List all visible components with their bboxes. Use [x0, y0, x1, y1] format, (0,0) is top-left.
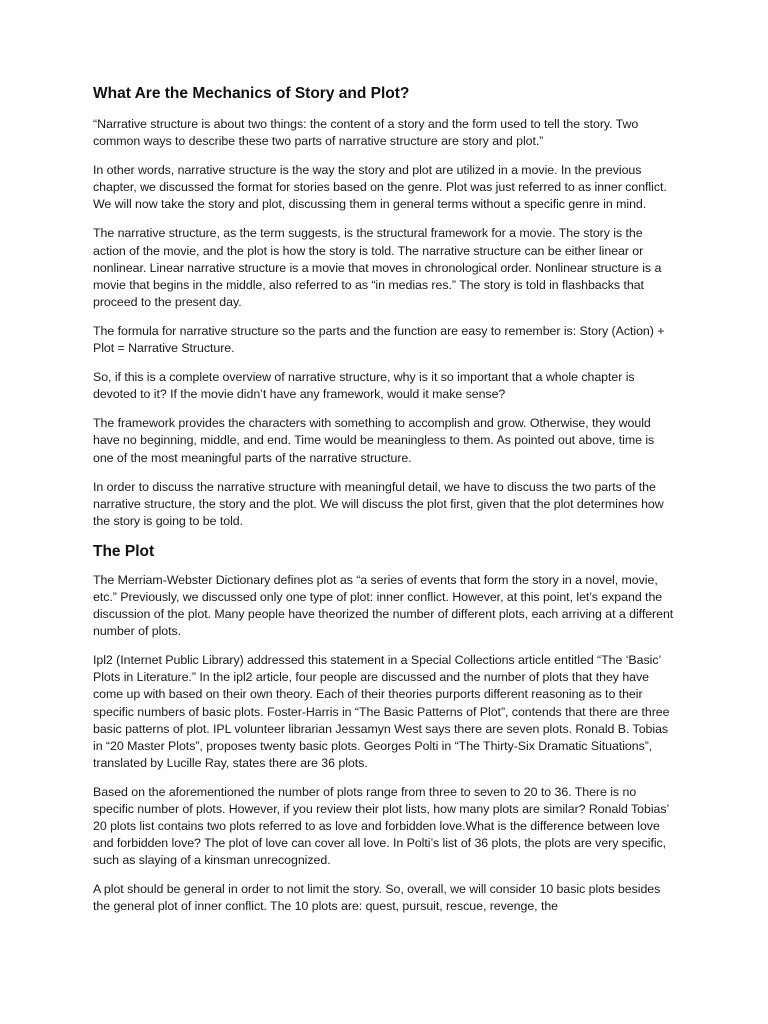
paragraph: The framework provides the characters with something to accomplish and grow. Otherwise, they would have no beginning, middle, and end. Time would be meaningless to them. As pointed out above, time is one of the most meaningful parts of the narrative structure.	[93, 416, 655, 465]
section-heading-mechanics: What Are the Mechanics of Story and Plot?	[93, 85, 410, 102]
paragraph: In other words, narrative structure is the way the story and plot are utilized in a movie. In the previous chapter, we discussed the format for stories based on the genre. Plot was just referred to as inner conflict. We will now take the story and plot, discussing them in general terms without a specific genre in mind.	[93, 163, 667, 212]
paragraph: “Narrative structure is about two things: the content of a story and the form used to tell the story. Two common ways to describe these two parts of narrative structure are story and plot.”	[93, 117, 639, 149]
paragraph: A plot should be general in order to not limit the story. So, overall, we will consider 10 basic plots besides the general plot of inner conflict. The 10 plots are: quest, pursuit, rescue, revenge, the	[93, 882, 661, 914]
section-heading-the-plot: The Plot	[93, 542, 155, 560]
paragraph: The narrative structure, as the term suggests, is the structural framework for a movie. The story is the action of the movie, and the plot is how the story is told. The narrative structure can be either linear or nonlinear. Linear narrative structure is a movie that moves in chronological order. Nonlinear structure is a movie that begins in the middle, also referred to as “in medias res.” The story is told in flashbacks that proceed to the present day.	[93, 226, 662, 309]
paragraph: Ipl2 (Internet Public Library) addressed this statement in a Special Collections article entitled “The ‘Basic’ Plots in Literature.” In the ipl2 article, four people are discussed and the number of plots that they have come up with based on their own theory. Each of their theories purports different reasoning as to their specific numbers of basic plots. Foster-Harris in “The Basic Patterns of Plot”, contends that there are three basic patterns of plot. IPL volunteer librarian Jessamyn West says there are seven plots. Ronald B. Tobias in “20 Master Plots”, proposes twenty basic plots. Georges Polti in “The Thirty-Six Dramatic Situations”, translated by Lucille Ray, states there are 36 plots.	[93, 653, 670, 770]
paragraph: So, if this is a complete overview of narrative structure, why is it so important that a whole chapter is devoted to it? If the movie didn’t have any framework, would it make sense?	[93, 370, 635, 402]
document-page	[93, 84, 677, 928]
paragraph: In order to discuss the narrative structure with meaningful detail, we have to discuss the two parts of the narrative structure, the story and the plot. We will discuss the plot first, given that the plot determines how the story is going to be told.	[93, 479, 664, 528]
paragraph: The formula for narrative structure so the parts and the function are easy to remember is: Story (Action) + Plot = Narrative Structure.	[93, 323, 665, 356]
paragraph: Based on the aforementioned the number of plots range from three to seven to 20 to 36. There is no specific number of plots. However, if you review their plot lists, how many plots are similar? Ronald Tobias’ 20 plots list contains two plots referred to as love and forbidden love.What is the difference between love and forbidden love? The plot of love can cover all love. In Polti’s list of 36 plots, the plots are very specific, such as slaying of a kinsman unrecognized.	[93, 784, 669, 868]
paragraph: The Merriam-Webster Dictionary defines plot as “a series of events that form the story in a novel, movie, etc.” Previously, we discussed only one type of plot: inner conflict. However, at this point, let’s expand the discussion of the plot. Many people have theorized the number of different plots, each arriving at a different number of plots.	[93, 572, 674, 639]
